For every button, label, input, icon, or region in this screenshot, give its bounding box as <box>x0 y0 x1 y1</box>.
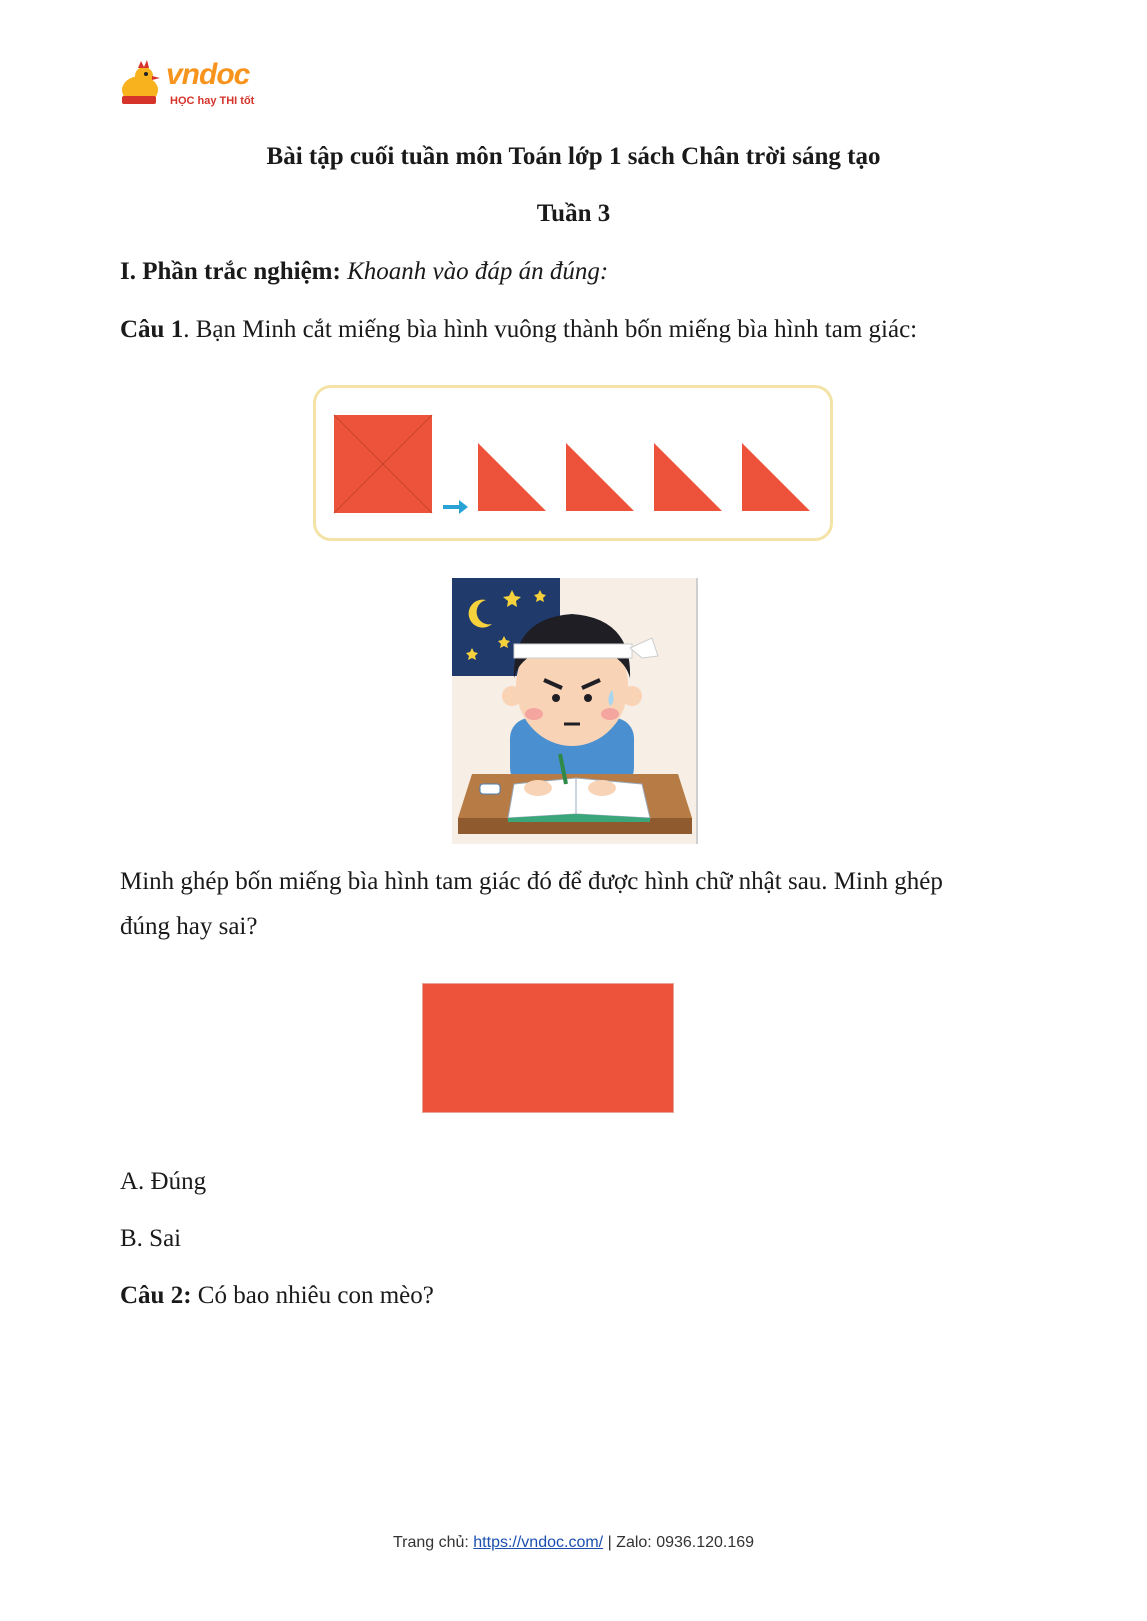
page-subtitle: Tuần 3 <box>536 200 611 227</box>
square-shape <box>334 415 432 513</box>
section-instruction: Khoanh vào đáp án đúng: <box>347 258 609 285</box>
question-2 <box>120 1282 434 1310</box>
option-a: A. Đúng <box>120 1168 207 1195</box>
red-rectangle-shape <box>423 984 673 1112</box>
triangle-shape-4 <box>742 443 810 511</box>
question-2-label: Câu 2: <box>120 1282 192 1309</box>
page-footer <box>0 1534 1147 1552</box>
section-label: I. Phần trắc nghiệm: <box>120 258 341 285</box>
option-b: B. Sai <box>120 1225 182 1252</box>
vndoc-logo <box>118 58 268 114</box>
triangle-shape-2 <box>566 443 634 511</box>
logo-brand-text: vndoc <box>166 58 250 91</box>
eraser <box>480 784 500 794</box>
boy-studying-illustration <box>452 578 698 844</box>
arrow-right-icon <box>443 500 468 514</box>
question-1-text-2-line-2: đúng hay sai? <box>120 913 258 940</box>
question-1-text: . Bạn Minh cắt miếng bìa hình vuông thành bốn miếng bìa hình tam giác: <box>183 316 918 343</box>
triangle-shape-1 <box>478 443 546 511</box>
chicken-mascot-icon <box>118 60 168 110</box>
square-to-triangles-illustration <box>313 385 833 541</box>
question-1 <box>120 316 917 344</box>
footer-prefix: Trang chủ: <box>392 1534 474 1551</box>
question-1-text-2-line-1: Minh ghép bốn miếng bìa hình tam giác đó để được hình chữ nhật sau. Minh ghép <box>120 868 943 895</box>
triangle-shape-3 <box>654 443 722 511</box>
question-1-label: Câu 1 <box>120 316 184 343</box>
footer-contact: | Zalo: 0936.120.169 <box>603 1534 755 1551</box>
shapes-svg <box>316 388 830 538</box>
section-heading <box>120 258 608 286</box>
footer-home-link[interactable]: https://vndoc.com/ <box>473 1534 604 1551</box>
page-title: Bài tập cuối tuần môn Toán lớp 1 sách Chân trời sáng tạo <box>266 143 881 170</box>
logo-tagline: HỌC hay THI tốt <box>170 95 255 107</box>
question-2-text: Có bao nhiêu con mèo? <box>191 1282 434 1309</box>
